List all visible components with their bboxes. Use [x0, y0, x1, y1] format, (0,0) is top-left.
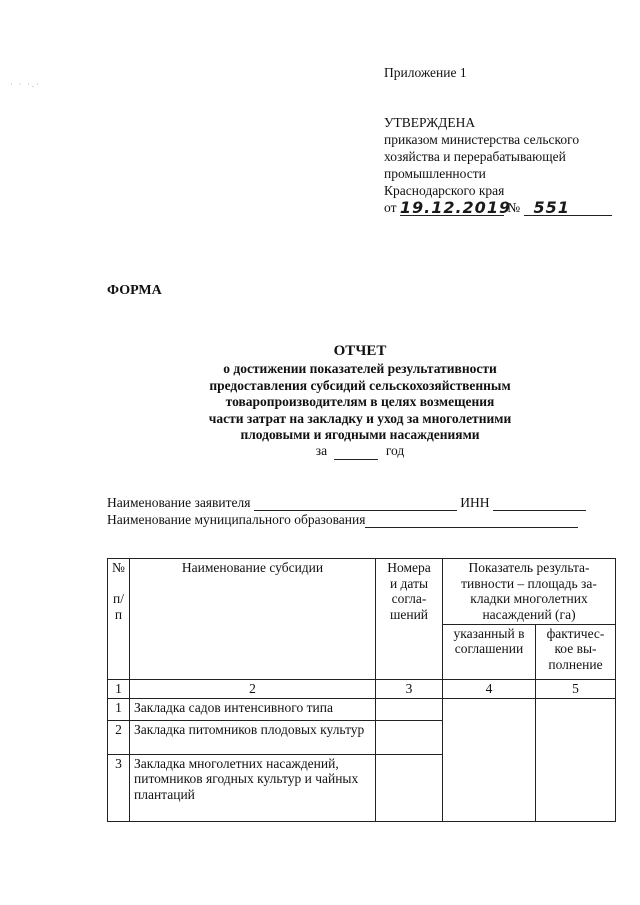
- period-suffix: год: [385, 443, 405, 459]
- row-num: 1: [108, 698, 130, 720]
- order-date: 19.12.2019: [399, 198, 512, 217]
- approval-line: промышленности: [384, 166, 486, 181]
- col-number: 4: [443, 680, 536, 699]
- row-num: 2: [108, 720, 130, 754]
- header-num: № п/ п: [108, 559, 130, 680]
- col-number: 5: [536, 680, 616, 699]
- approved-heading: УТВЕРЖДЕНА: [384, 115, 476, 130]
- report-subtitle-line: предоставления субсидий сельскохозяйственным: [209, 377, 511, 393]
- header-subsidy-name: Наименование субсидии: [130, 559, 376, 680]
- row-specified-cell[interactable]: [443, 698, 536, 821]
- approval-line: Краснодарского края: [384, 183, 505, 198]
- table-row: [108, 698, 616, 720]
- report-subtitle-line: товаропроизводителям в целях возмещения: [225, 394, 495, 410]
- row-agreements-cell[interactable]: [376, 754, 443, 821]
- approval-line: приказом министерства сельского: [384, 132, 580, 147]
- appendix-label: Приложение 1: [384, 65, 467, 80]
- row-subsidy-name: Закладка садов интенсивного типа: [130, 698, 376, 720]
- col-number: 3: [376, 680, 443, 699]
- number-prefix: №: [507, 200, 521, 215]
- municipality-label: Наименование муниципального образования: [107, 512, 366, 527]
- period-year-field[interactable]: [334, 459, 378, 460]
- inn-label: ИНН: [460, 495, 490, 510]
- header-actual: фактичес- кое вы- полнение: [536, 624, 616, 679]
- row-subsidy-name: Закладка многолетних насаждений, питомников ягодных культур и чайных плантаций: [130, 754, 376, 821]
- report-subtitle-line: о достижении показателей результативности: [223, 361, 497, 377]
- form-label: ФОРМА: [107, 283, 162, 298]
- scan-artifact: · · ·.·: [10, 80, 41, 89]
- period-prefix: за: [315, 443, 328, 459]
- header-indicator: Показатель результа- тивности – площадь за- кладки многолетних насаждений (га): [443, 559, 616, 625]
- applicant-line: [107, 494, 617, 511]
- order-number: 551: [524, 201, 612, 216]
- applicant-name-label: Наименование заявителя: [107, 495, 251, 510]
- row-subsidy-name: Закладка питомников плодовых культур: [130, 720, 376, 754]
- applicant-block: [107, 494, 617, 528]
- header-agreements: Номера и даты согла- шений: [376, 559, 443, 680]
- row-agreements-cell[interactable]: [376, 698, 443, 720]
- municipality-line: [107, 511, 617, 528]
- order-date-line: [384, 199, 624, 216]
- row-actual-cell[interactable]: [536, 698, 616, 821]
- report-title: ОТЧЕТ: [333, 343, 387, 359]
- approval-block: [384, 64, 624, 216]
- row-agreements-cell[interactable]: [376, 720, 443, 754]
- date-prefix: от: [384, 200, 397, 215]
- row-num: 3: [108, 754, 130, 821]
- report-subtitle-line: части затрат на закладку и уход за многолетними: [208, 410, 512, 426]
- report-subtitle-line: плодовыми и ягодными насаждениями: [240, 427, 480, 443]
- report-heading: [150, 343, 570, 460]
- report-table: [107, 558, 616, 822]
- report-period: [150, 443, 570, 459]
- col-number: 2: [130, 680, 376, 699]
- approval-line: хозяйства и перерабатывающей: [384, 149, 566, 164]
- col-number: 1: [108, 680, 130, 699]
- municipality-field[interactable]: [365, 527, 578, 528]
- header-specified: указанный в соглашении: [443, 624, 536, 679]
